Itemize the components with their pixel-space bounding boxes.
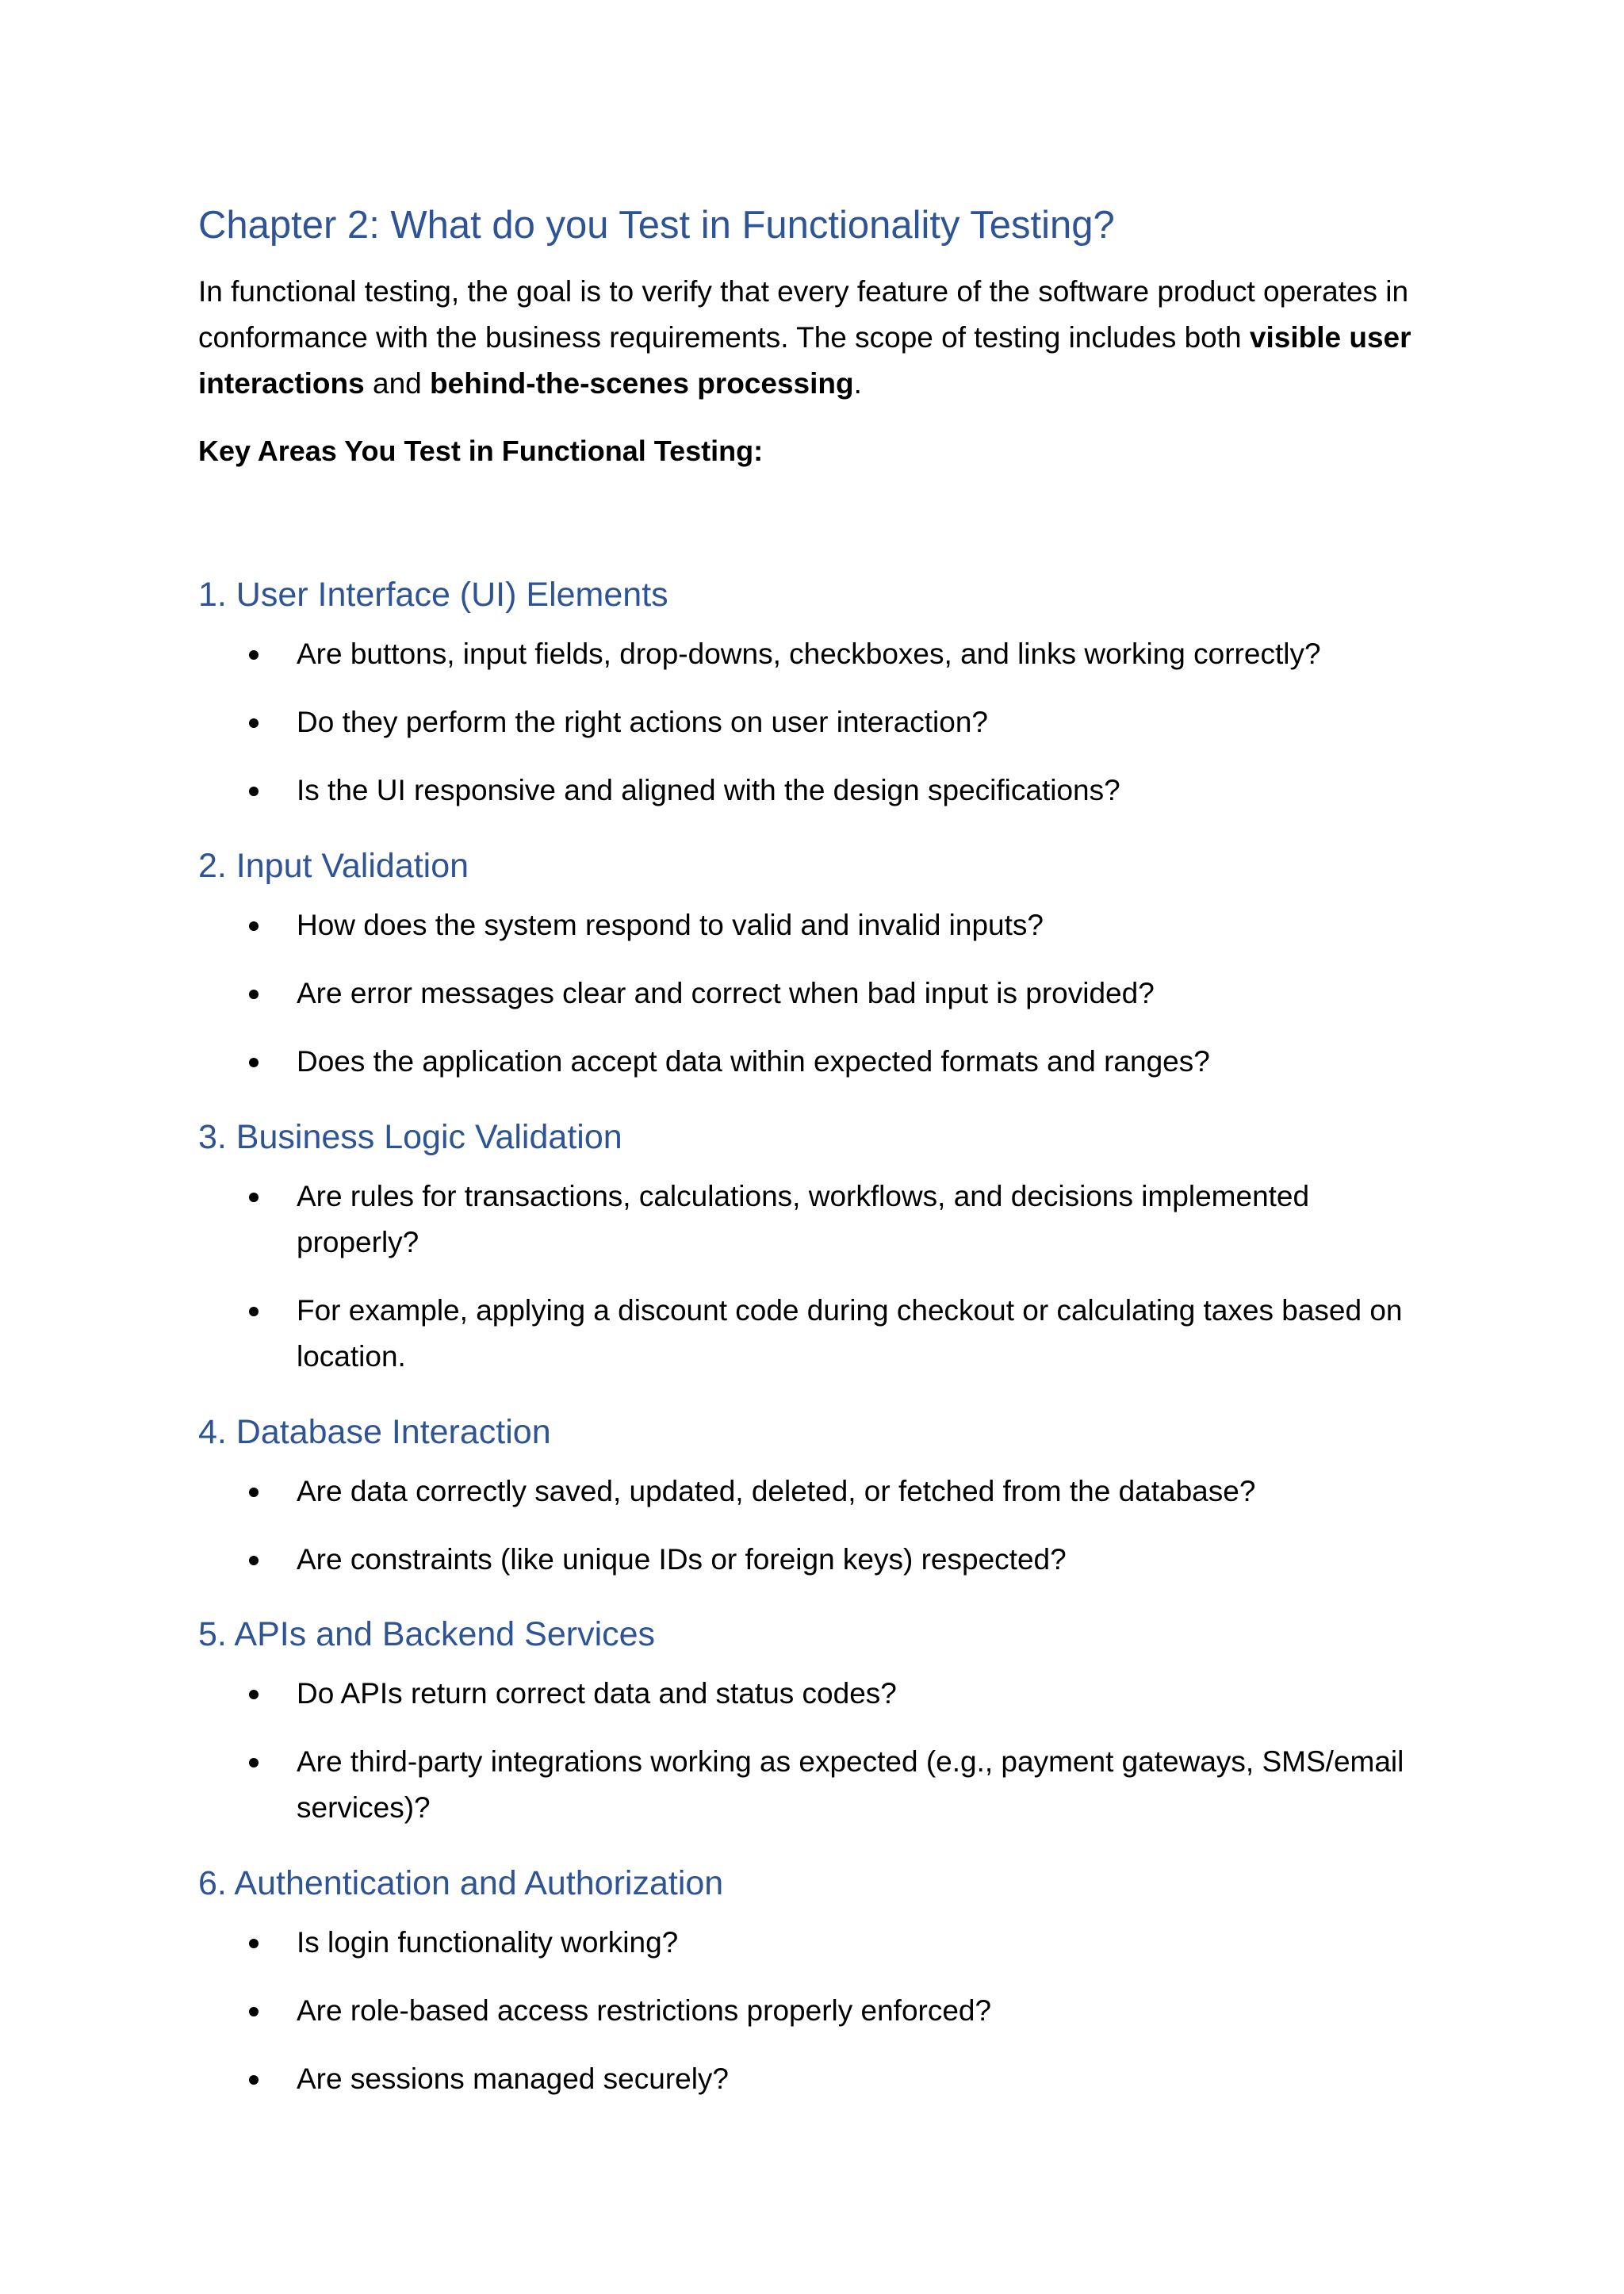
section-title-apis-backend: 5. APIs and Backend Services bbox=[198, 1615, 656, 1653]
list-item-text: Is the UI responsive and aligned with the design specifications? bbox=[297, 774, 1120, 806]
list-item-text: Do they perform the right actions on user interaction? bbox=[297, 706, 989, 738]
bullet-icon bbox=[249, 1307, 259, 1316]
list-item bbox=[198, 768, 1435, 814]
bullet-icon bbox=[249, 990, 259, 999]
list-item-text: Are constraints (like unique IDs or foreign keys) respected? bbox=[297, 1543, 1067, 1576]
bullet-icon bbox=[249, 1690, 259, 1699]
bullet-icon bbox=[249, 1556, 259, 1565]
list-item-text: Are data correctly saved, updated, deleted, or fetched from the database? bbox=[297, 1475, 1256, 1507]
list-item bbox=[198, 1288, 1435, 1380]
list-item-text: Are error messages clear and correct when bad input is provided? bbox=[297, 977, 1155, 1009]
section-list-ui-elements bbox=[198, 631, 1435, 836]
bullet-icon bbox=[249, 1758, 259, 1767]
list-item-text: Are sessions managed securely? bbox=[297, 2062, 730, 2095]
list-item bbox=[198, 1920, 1435, 1966]
bullet-icon bbox=[249, 1488, 259, 1497]
list-item bbox=[198, 1039, 1435, 1085]
section-title-database-interaction: 4. Database Interaction bbox=[198, 1413, 551, 1451]
bullet-icon bbox=[249, 2075, 259, 2085]
intro-paragraph bbox=[198, 269, 1435, 407]
section-list-business-logic bbox=[198, 1174, 1435, 1402]
list-item bbox=[198, 2056, 1435, 2102]
list-item bbox=[198, 631, 1435, 677]
list-item bbox=[198, 1537, 1435, 1583]
section-list-input-validation bbox=[198, 902, 1435, 1107]
bullet-icon bbox=[249, 1058, 259, 1067]
list-item-text: Is login functionality working? bbox=[297, 1926, 679, 1959]
intro-bold-2: behind-the-scenes processing bbox=[430, 367, 854, 400]
bullet-icon bbox=[249, 2007, 259, 2016]
intro-text-3: . bbox=[853, 367, 862, 400]
section-title-ui-elements: 1. User Interface (UI) Elements bbox=[198, 576, 668, 614]
list-item bbox=[198, 1469, 1435, 1515]
list-item bbox=[198, 699, 1435, 745]
list-item-text: Are third-party integrations working as expected (e.g., payment gateways, SMS/email services)? bbox=[297, 1745, 1404, 1824]
list-item bbox=[198, 1671, 1435, 1717]
intro-bold-1: visible user interactions bbox=[198, 321, 1411, 400]
section-list-database-interaction bbox=[198, 1469, 1435, 1605]
list-item-text: Are buttons, input fields, drop-downs, checkboxes, and links working correctly? bbox=[297, 638, 1321, 670]
list-item-text: How does the system respond to valid and invalid inputs? bbox=[297, 909, 1044, 941]
list-item-text: For example, applying a discount code during checkout or calculating taxes based on location. bbox=[297, 1294, 1403, 1373]
section-title-auth: 6. Authentication and Authorization bbox=[198, 1864, 724, 1902]
list-item bbox=[198, 902, 1435, 948]
section-title-input-validation: 2. Input Validation bbox=[198, 847, 469, 885]
list-item-text: Are rules for transactions, calculations, workflows, and decisions implemented properly? bbox=[297, 1180, 1310, 1258]
bullet-icon bbox=[249, 1939, 259, 1948]
intro-text-2: and bbox=[364, 367, 431, 400]
section-list-apis-backend bbox=[198, 1671, 1435, 1853]
bullet-icon bbox=[249, 718, 259, 728]
bullet-icon bbox=[249, 921, 259, 931]
bullet-icon bbox=[249, 650, 259, 660]
intro-text-1: In functional testing, the goal is to verify that every feature of the software product operates in conformance with the business requirements. The scope of testing includes both bbox=[198, 275, 1409, 354]
bullet-icon bbox=[249, 787, 259, 796]
list-item bbox=[198, 971, 1435, 1017]
section-list-auth bbox=[198, 1920, 1435, 2124]
list-item-text: Does the application accept data within expected formats and ranges? bbox=[297, 1045, 1210, 1078]
list-item-text: Are role-based access restrictions properly enforced? bbox=[297, 1994, 992, 2027]
section-title-business-logic: 3. Business Logic Validation bbox=[198, 1118, 622, 1156]
list-item bbox=[198, 1988, 1435, 2034]
list-item bbox=[198, 1739, 1435, 1831]
chapter-title: Chapter 2: What do you Test in Functionality Testing? bbox=[198, 204, 1115, 247]
key-areas-heading: Key Areas You Test in Functional Testing: bbox=[198, 435, 764, 467]
list-item bbox=[198, 1174, 1435, 1266]
list-item-text: Do APIs return correct data and status codes? bbox=[297, 1677, 897, 1710]
bullet-icon bbox=[249, 1193, 259, 1202]
